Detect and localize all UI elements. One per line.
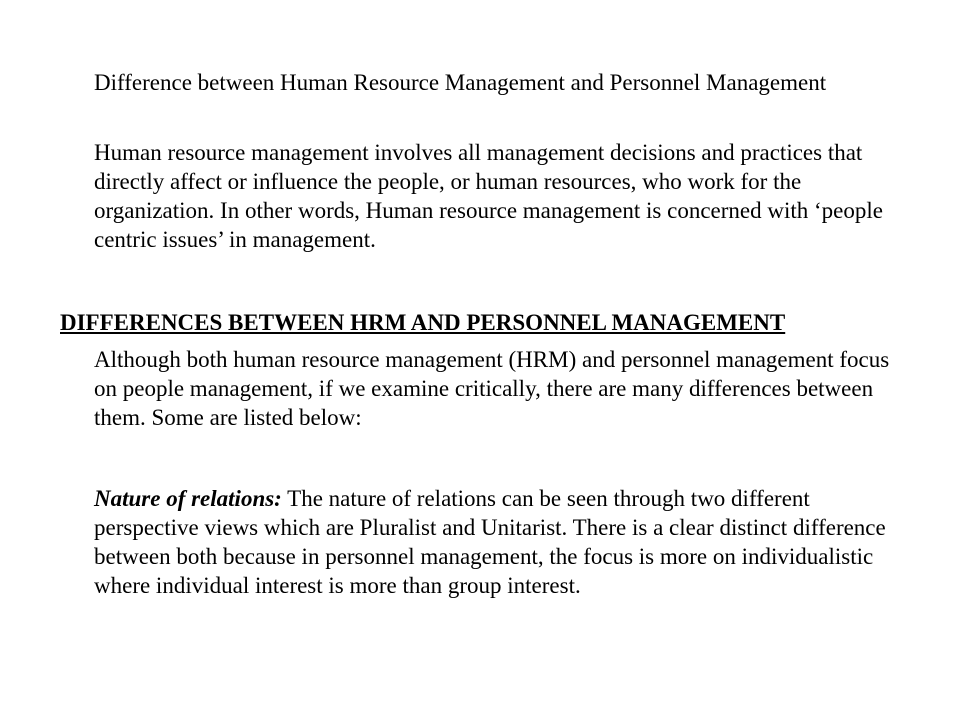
nature-of-relations-text: The nature of relations can be seen through two different perspective views which are Pluralist and Unitarist. There is a clear distinct difference between both because in personnel management, the focus is more on individualistic where individual interest is more than group interest.: [94, 486, 886, 598]
section-heading: DIFFERENCES BETWEEN HRM AND PERSONNEL MANAGEMENT: [60, 310, 786, 335]
nature-of-relations-term: Nature of relations:: [94, 486, 282, 511]
differences-intro-paragraph: Although both human resource management (HRM) and personnel management focus on people management, if we examine critically, there are many differences between them. Some are listed below:: [94, 347, 890, 430]
intro-paragraph: Human resource management involves all management decisions and practices that directly affect or influence the people, or human resources, who work for the organization. In other words, Human resource management is concerned with ‘people centric issues’ in management.: [94, 140, 883, 252]
intro-title: Difference between Human Resource Management and Personnel Management: [94, 70, 827, 95]
nature-of-relations-paragraph: [94, 484, 914, 600]
